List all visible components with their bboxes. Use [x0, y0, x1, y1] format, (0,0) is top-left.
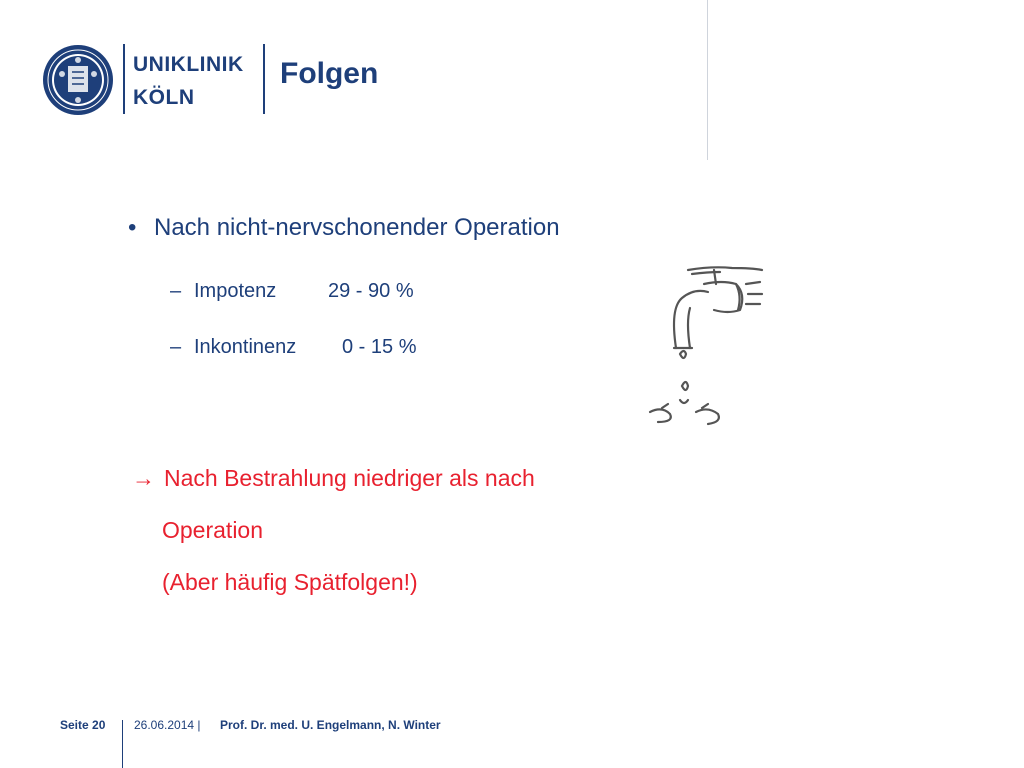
bullet-item: [128, 214, 560, 242]
footer: [0, 700, 1024, 768]
university-seal-icon: [42, 44, 114, 116]
dripping-faucet-icon: [642, 262, 770, 430]
subitem-incontinence: [170, 336, 416, 359]
dash-symbol: –: [170, 336, 182, 358]
arrow-icon: →: [132, 465, 155, 491]
subitem-term: Inkontinenz: [194, 336, 297, 358]
bullet-text: Nach nicht-nervschonender Operation: [154, 214, 560, 241]
footer-date: 26.06.2014 |: [134, 718, 201, 732]
slide-title: Folgen: [280, 57, 379, 90]
footer-divider: [122, 720, 123, 768]
logo-line-1: UNIKLINIK: [133, 53, 244, 76]
conclusion-line-1: [132, 452, 535, 504]
subitem-impotence: [170, 280, 414, 303]
conclusion-line-2: Operation: [162, 517, 264, 543]
conclusion-block: [132, 452, 535, 608]
conclusion-line-3: (Aber häufig Spätfolgen!): [162, 569, 418, 595]
logo-line-2: KÖLN: [133, 86, 195, 109]
logo-divider: [123, 44, 125, 114]
header-vertical-rule: [707, 0, 708, 160]
footer-author: Prof. Dr. med. U. Engelmann, N. Winter: [220, 718, 441, 732]
subitem-value: 0 - 15 %: [342, 336, 417, 358]
conclusion-text-1: Nach Bestrahlung niedriger als nach: [164, 465, 535, 491]
subitem-value: 29 - 90 %: [328, 280, 414, 302]
subitem-term: Impotenz: [194, 280, 277, 302]
dash-symbol: –: [170, 280, 182, 302]
page-number: Seite 20: [60, 718, 106, 732]
title-divider: [263, 44, 265, 114]
bullet-symbol: •: [128, 214, 137, 241]
logo-wordmark: [133, 48, 244, 114]
